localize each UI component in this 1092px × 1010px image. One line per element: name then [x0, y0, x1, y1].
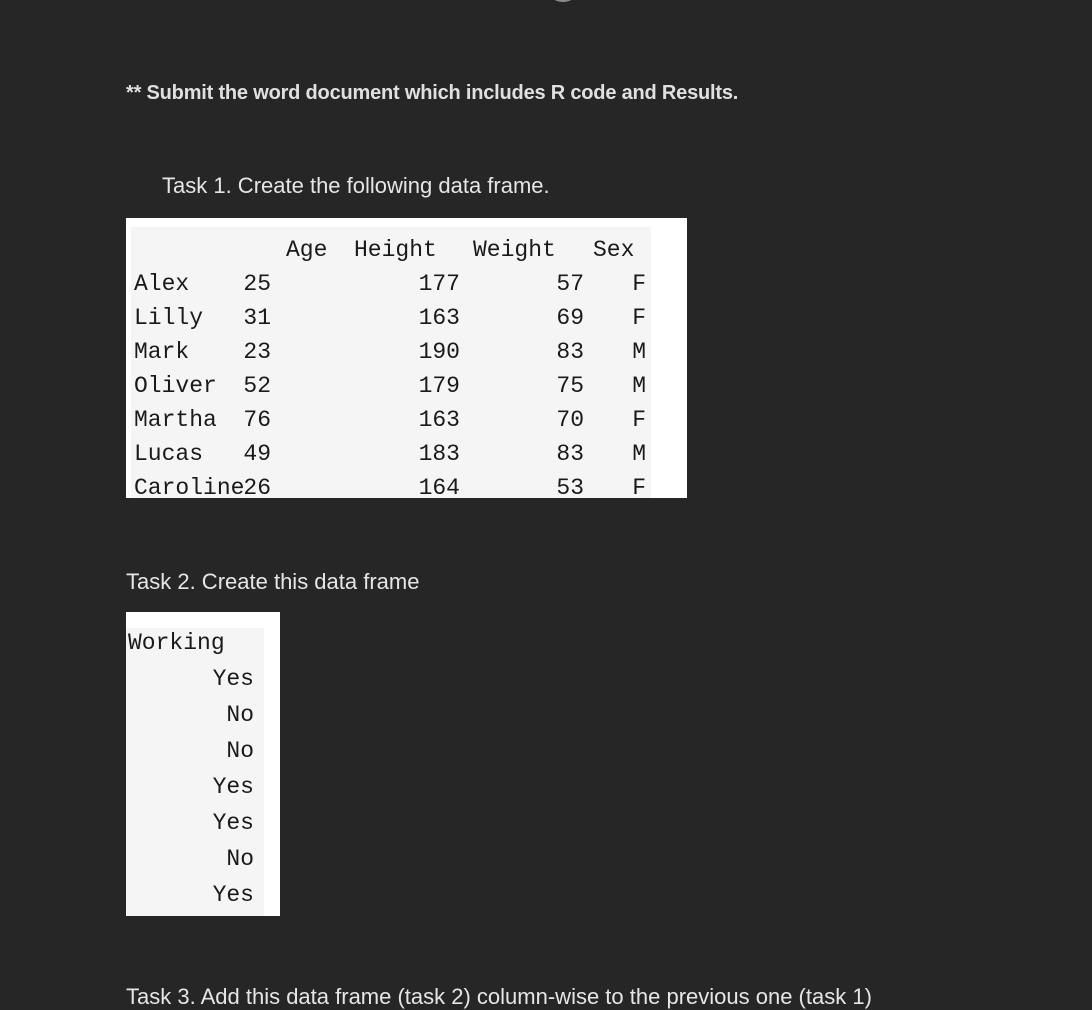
header-sex: Sex	[593, 237, 635, 263]
cell-age: 26	[243, 475, 271, 501]
row-name: Lilly	[134, 305, 204, 331]
row-name: Alex	[134, 271, 190, 297]
cell-height: 163	[418, 305, 460, 331]
cell-weight: 83	[556, 339, 584, 365]
cell-working: Yes	[212, 774, 254, 800]
cell-weight: 69	[556, 305, 584, 331]
row-name: Lucas	[134, 441, 204, 467]
cell-working: Yes	[212, 882, 254, 908]
cell-sex: F	[632, 271, 646, 297]
row-name: Martha	[134, 407, 217, 433]
cell-sex: M	[632, 339, 646, 365]
submit-note: ** Submit the word document which includes R code and Results.	[126, 82, 739, 104]
cell-height: 179	[418, 373, 460, 399]
cell-weight: 53	[556, 475, 584, 501]
task1-heading: Task 1. Create the following data frame.	[162, 173, 550, 198]
table-row	[131, 475, 651, 509]
task2-data-frame-image	[126, 612, 280, 916]
row-name: Oliver	[134, 373, 217, 399]
task3-heading: Task 3. Add this data frame (task 2) column-wise to the previous one (task 1)	[126, 984, 872, 1009]
cell-age: 23	[243, 339, 271, 365]
cell-age: 52	[243, 373, 271, 399]
row-name: Mark	[134, 339, 190, 365]
table-row	[131, 305, 651, 339]
cell-sex: M	[632, 441, 646, 467]
cell-working: No	[226, 846, 254, 872]
table-row	[131, 373, 651, 407]
table-row	[131, 441, 651, 475]
cell-age: 49	[243, 441, 271, 467]
row-name: Caroline	[134, 475, 245, 501]
heading-fragment	[548, 0, 578, 2]
cell-working: No	[226, 738, 254, 764]
task1-header-row	[131, 237, 651, 267]
task2-data-frame	[126, 628, 264, 916]
cell-height: 183	[418, 441, 460, 467]
cell-height: 164	[418, 475, 460, 501]
cell-working: Yes	[212, 666, 254, 692]
table-row	[131, 271, 651, 305]
task1-data-frame	[131, 227, 651, 501]
cell-weight: 83	[556, 441, 584, 467]
cell-height: 177	[418, 271, 460, 297]
header-height: Height	[354, 237, 437, 263]
cell-weight: 57	[556, 271, 584, 297]
cell-sex: M	[632, 373, 646, 399]
cell-sex: F	[632, 407, 646, 433]
cell-age: 31	[243, 305, 271, 331]
header-working: Working	[128, 630, 225, 656]
cell-age: 76	[243, 407, 271, 433]
table-row	[131, 339, 651, 373]
cell-sex: F	[632, 305, 646, 331]
table-row	[131, 407, 651, 441]
cell-height: 163	[418, 407, 460, 433]
header-weight: Weight	[473, 237, 556, 263]
cell-sex: F	[632, 475, 646, 501]
cell-weight: 70	[556, 407, 584, 433]
task1-data-frame-image	[126, 218, 687, 501]
cell-working: Yes	[212, 810, 254, 836]
task2-heading: Task 2. Create this data frame	[126, 569, 420, 594]
header-age: Age	[286, 237, 328, 263]
cell-weight: 75	[556, 373, 584, 399]
cell-age: 25	[243, 271, 271, 297]
cell-height: 190	[418, 339, 460, 365]
cell-working: No	[226, 702, 254, 728]
